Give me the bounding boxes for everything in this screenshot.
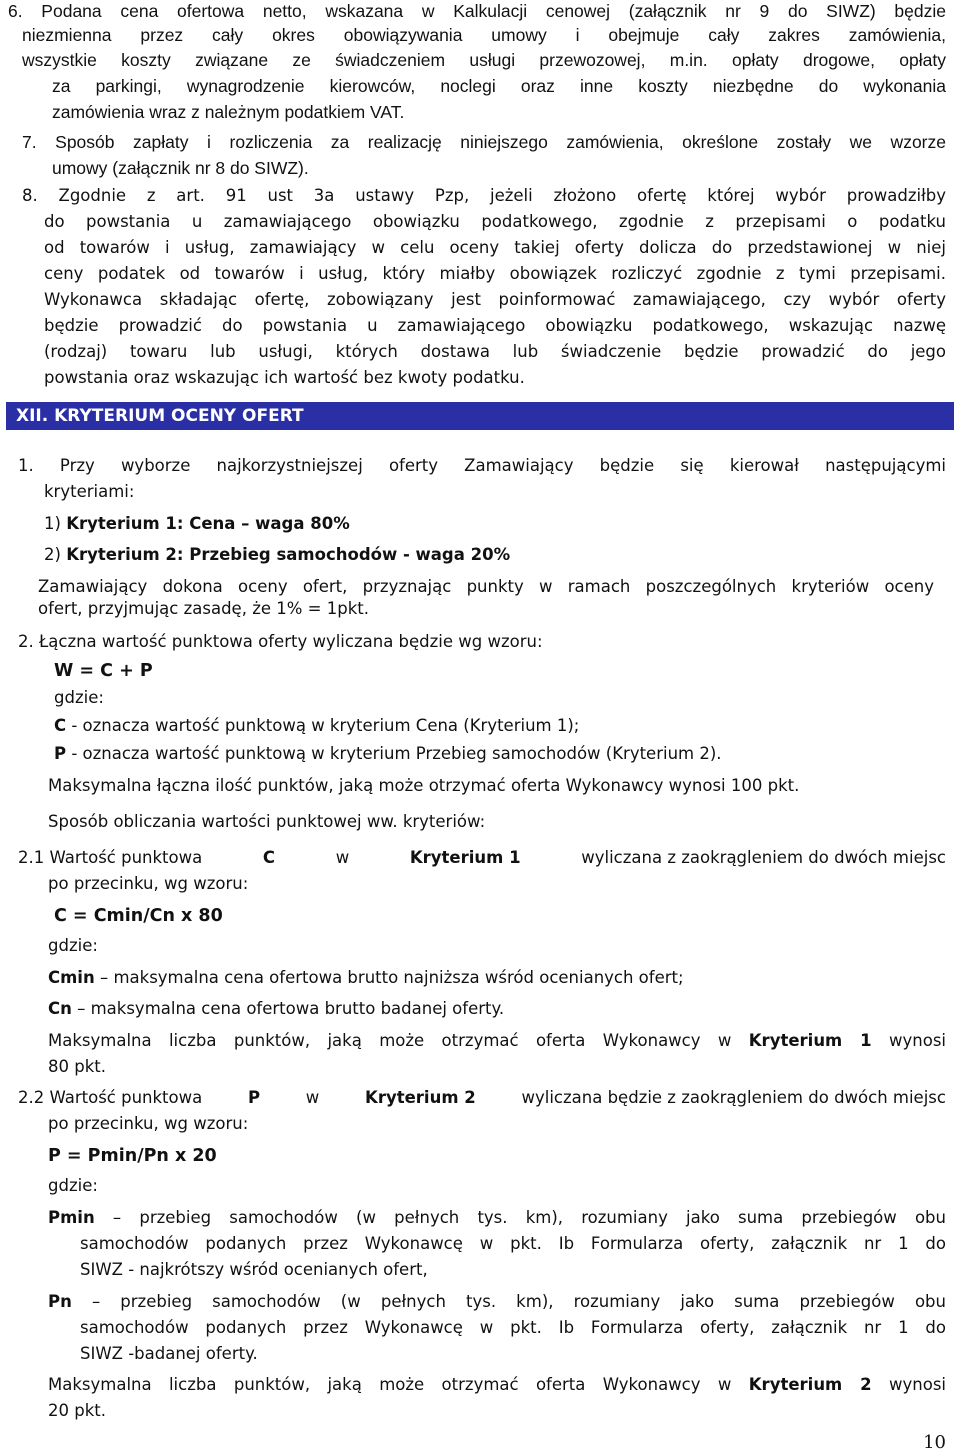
s2-line-1: 2. Łączna wartość punktowa oferty wyliczana będzie wg wzoru: (18, 632, 543, 651)
def-pmin-symbol: Pmin (48, 1208, 95, 1227)
s1-line-2: kryteriami: (44, 482, 135, 501)
s21-c: w (335, 848, 350, 867)
def-pn-line-1 (48, 1291, 946, 1313)
para-8-line-8: powstania oraz wskazując ich wartość bez kwoty podatku. (44, 368, 525, 387)
section-header: XII. KRYTERIUM OCENY OFERT (6, 402, 954, 430)
def-cn-symbol: Cn (48, 999, 72, 1018)
s21-b: C (262, 848, 276, 867)
para-6-line-4: za parkingi, wynagrodzenie kierowców, noclegi oraz inne koszty niezbędne do wykonania (52, 76, 946, 96)
s21-line-1 (18, 847, 946, 869)
def-pmin-line-1 (48, 1207, 946, 1229)
s22-max-b: Kryterium 2 (748, 1375, 872, 1394)
formula-w: W = C + P (54, 661, 153, 681)
def-pmin-line-3: SIWZ - najkrótszy wśród ocenianych ofert, (80, 1260, 428, 1279)
def-pmin-text: – przebieg samochodów (w pełnych tys. km), rozumiany jako suma przebiegów obu (94, 1208, 946, 1227)
def-c (54, 715, 579, 737)
s1-line-1: 1. Przy wyborze najkorzystniejszej oferty Zamawiający będzie się kierował następującymi (18, 456, 946, 475)
para-6-line-5: zamówienia wraz z należnym podatkiem VAT. (52, 102, 405, 122)
s1-line-3: Zamawiający dokona oceny ofert, przyznając punkty w ramach poszczególnych kryteriów oceny (38, 577, 934, 596)
s21-max (48, 1030, 946, 1052)
para-7-line-2: umowy (załącznik nr 8 do SIWZ). (52, 158, 309, 178)
para-8-line-6: będzie prowadzić do powstania u zamawiającego obowiązku podatkowego, wskazując nazwę (44, 316, 946, 335)
s22-c: w (305, 1088, 320, 1107)
s22-max-a: Maksymalna liczba punktów, jaką może otrzymać oferta Wykonawcy w (48, 1375, 749, 1394)
s21-a: 2.1 Wartość punktowa (18, 848, 203, 867)
def-cn (48, 998, 504, 1020)
def-c-symbol: C (54, 716, 67, 735)
def-pmin-line-2: samochodów podanych przez Wykonawcę w pkt. Ib Formularza oferty, załącznik nr 1 do (80, 1234, 946, 1253)
para-8-line-7: (rodzaj) towaru lub usługi, których dostawa lub świadczenie będzie prowadzić do jego (44, 342, 946, 361)
s22-a: 2.2 Wartość punktowa (18, 1088, 203, 1107)
def-pn-line-2: samochodów podanych przez Wykonawcę w pkt. Ib Formularza oferty, załącznik nr 1 do (80, 1318, 946, 1337)
def-cmin (48, 967, 684, 989)
s21-max-c: wynosi (871, 1031, 946, 1050)
para-8-line-4: ceny podatek od towarów i usług, który miałby obowiązek rozliczyć zgodnie z tymi przepisami. (44, 264, 946, 283)
def-cn-text: – maksymalna cena ofertowa brutto badanej oferty. (71, 999, 505, 1018)
def-cmin-text: – maksymalna cena ofertowa brutto najniższa wśród ocenianych ofert; (94, 968, 684, 987)
criterion-2-label: Kryterium 2: Przebieg samochodów - waga 20% (66, 545, 511, 564)
s21-max-a: Maksymalna liczba punktów, jaką może otrzymać oferta Wykonawcy w (48, 1031, 749, 1050)
para-6-line-2: niezmienna przez cały okres obowiązywania umowy i obejmuje cały zakres zamówienia, (22, 25, 946, 45)
s1-line-4: ofert, przyjmując zasadę, że 1% = 1pkt. (38, 599, 369, 618)
s22-b: P (247, 1088, 261, 1107)
s22-max-line-2: 20 pkt. (48, 1401, 106, 1420)
def-p-symbol: P (54, 744, 67, 763)
s22-line-2: po przecinku, wg wzoru: (48, 1114, 249, 1133)
s22-line-1 (18, 1087, 946, 1109)
def-cmin-symbol: Cmin (48, 968, 95, 987)
para-8-line-3: od towarów i usług, zamawiający w celu oceny takiej oferty dolicza do przedstawionej w niej (44, 238, 946, 257)
s22-e: wyliczana będzie z zaokrągleniem do dwóch miejsc (521, 1088, 946, 1107)
s21-max-line-2: 80 pkt. (48, 1057, 106, 1076)
def-c-text: - oznacza wartość punktową w kryterium Cena (Kryterium 1); (66, 716, 580, 735)
criterion-1-number: 1) (44, 514, 67, 533)
s21-line-2: po przecinku, wg wzoru: (48, 874, 249, 893)
def-pn-text: – przebieg samochodów (w pełnych tys. km), rozumiany jako suma przebiegów obu (71, 1292, 946, 1311)
formula-c: C = Cmin/Cn x 80 (54, 906, 223, 926)
criterion-2-number: 2) (44, 545, 67, 564)
criterion-2 (44, 544, 510, 566)
def-pn-symbol: Pn (48, 1292, 72, 1311)
s21-e: wyliczana z zaokrągleniem do dwóch miejsc (581, 848, 946, 867)
s2-gdzie: gdzie: (54, 688, 104, 707)
def-p-text: - oznacza wartość punktową w kryterium Przebieg samochodów (Kryterium 2). (66, 744, 722, 763)
para-6-line-1: 6. Podana cena ofertowa netto, wskazana w Kalkulacji cenowej (załącznik nr 9 do SIWZ) będzie (8, 1, 946, 21)
s22-max (48, 1374, 946, 1396)
def-pn-line-3: SIWZ -badanej oferty. (80, 1344, 258, 1363)
para-8-line-5: Wykonawca składając ofertę, zobowiązany jest poinformować zamawiającego, czy wybór oferty (44, 290, 946, 309)
criterion-1 (44, 513, 350, 535)
criterion-1-label: Kryterium 1: Cena – waga 80% (66, 514, 350, 533)
para-7-line-1: 7. Sposób zapłaty i rozliczenia za realizację niniejszego zamówienia, określone zostały we wzorze (22, 132, 946, 152)
para-6-line-3: wszystkie koszty związane ze świadczeniem usługi przewozowej, m.in. opłaty drogowe, opłaty (22, 50, 946, 70)
s21-d: Kryterium 1 (409, 848, 521, 867)
s2-method: Sposób obliczania wartości punktowej ww. kryteriów: (48, 812, 486, 831)
s21-gdzie: gdzie: (48, 936, 98, 955)
s2-max: Maksymalna łączna ilość punktów, jaką może otrzymać oferta Wykonawcy wynosi 100 pkt. (48, 776, 800, 795)
def-p (54, 743, 722, 765)
para-8-line-1: 8. Zgodnie z art. 91 ust 3a ustawy Pzp, jeżeli złożono ofertę której wybór prowadziłby (22, 186, 946, 205)
s22-max-c: wynosi (871, 1375, 946, 1394)
formula-p: P = Pmin/Pn x 20 (48, 1146, 217, 1166)
s22-gdzie: gdzie: (48, 1176, 98, 1195)
s22-d: Kryterium 2 (365, 1088, 476, 1107)
page-number: 10 (923, 1432, 946, 1453)
s21-max-b: Kryterium 1 (748, 1031, 872, 1050)
para-8-line-2: do powstania u zamawiającego obowiązku podatkowego, zgodnie z przepisami o podatku (44, 212, 946, 231)
